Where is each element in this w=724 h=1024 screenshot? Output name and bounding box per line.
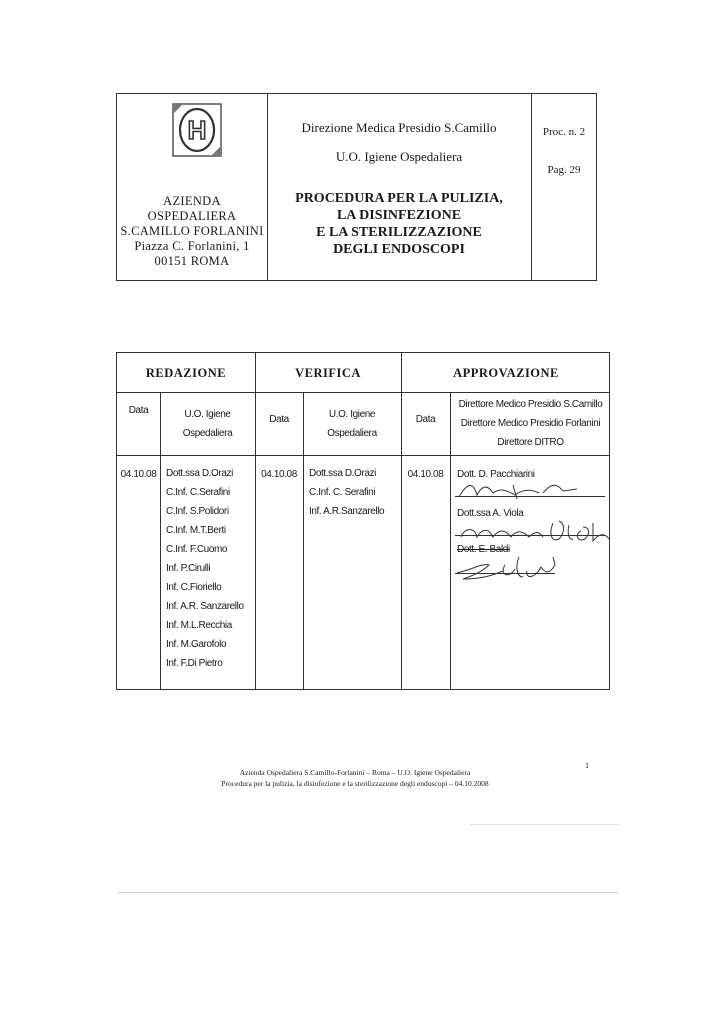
procedure-title-line: E LA STERILIZZAZIONE [316,225,482,240]
verifica-unit [303,405,401,443]
approvazione-data-label: Data [415,414,436,425]
approvazione-roles [450,395,611,452]
list-item: C.Inf. C.Serafini [166,487,230,498]
list-item: Inf. F.Di Pietro [166,658,223,669]
company-line: S.CAMILLO FORLANINI [120,224,264,238]
procedure-title-line: DEGLI ENDOSCOPI [333,242,465,257]
section-divider [255,353,256,689]
verifica-unit-line: U.O. Igiene [328,409,376,420]
redazione-unit [160,405,255,443]
page-label: Pag. 29 [547,164,581,176]
redazione-date: 04.10.08 [120,469,157,480]
list-item: Inf. C.Fioriello [166,582,222,593]
hospital-logo [169,100,225,160]
section-divider [401,353,402,689]
redazione-data-label: Data [128,405,149,416]
direction-label: Direzione Medica Presidio S.Camillo [301,120,497,135]
list-item: C.Inf. F.Cuomo [166,544,228,555]
verifica-data-label: Data [269,414,289,425]
redazione-unit-line: U.O. Igiene [184,409,231,420]
approval-role: Direttore Medico Presidio Forlanini [460,418,601,429]
list-item: Inf. M.Garofolo [166,639,227,650]
list-item: Inf. P.Cirulli [166,563,211,574]
approval-role: Direttore DITRO [497,437,564,448]
header-divider [531,94,532,280]
approvazione-title: APPROVAZIONE [453,366,559,380]
signer-name: Dott. D. Pacchiarini [457,469,535,480]
list-item: Inf. A.R. Sanzarello [166,601,244,612]
footer-line: Procedura per la pulizia, la disinfezione e la sterilizzazione degli endoscopi – 04.10.2008 [221,779,489,788]
scan-artifact-line [470,824,620,825]
company-block [117,194,267,269]
footer-line: Azienda Ospedaliera S.Camillo-Forlanini – Roma – U.O. Igiene Ospedaliera [239,768,471,777]
procedure-title [267,190,531,258]
scan-artifact-line [118,892,618,893]
verifica-unit-line: Ospedaliera [327,428,377,439]
verifica-title: VERIFICA [295,366,361,380]
signoff-table [116,352,610,690]
approval-role: Direttore Medico Presidio S.Camillo [458,399,603,410]
handwritten-signatures [453,453,611,593]
row-divider [117,392,609,393]
list-item: Dott.ssa D.Orazi [309,468,376,479]
redazione-unit-line: Ospedaliera [182,428,233,439]
procedure-title-line: PROCEDURA PER LA PULIZIA, [295,191,503,206]
list-item: Dott.ssa D.Orazi [166,468,233,479]
signer-name: Dott. E. Baldi [457,544,510,555]
company-line: 00151 ROMA [154,254,230,268]
approvazione-date: 04.10.08 [407,469,444,480]
redazione-title: REDAZIONE [145,366,227,380]
logo-letter: H [187,115,207,145]
hospital-logo-icon [169,100,225,160]
redazione-people [166,464,244,673]
company-line: AZIENDA [163,194,221,208]
procedure-title-line: LA DISINFEZIONE [336,208,462,223]
unit-label: U.O. Igiene Ospedaliera [335,149,463,164]
verifica-people [309,464,384,521]
list-item: Inf. M.L.Recchia [166,620,232,631]
verifica-date: 04.10.08 [261,469,297,480]
page-number: 1 [585,761,589,770]
company-line: Piazza C. Forlanini, 1 [134,239,250,253]
page-footer [140,767,570,789]
list-item: C.Inf. S.Polidori [166,506,229,517]
signer-name: Dott.ssa A. Viola [457,508,524,519]
list-item: C.Inf. M.T.Berti [166,525,226,536]
list-item: Inf. A.R.Sanzarello [309,506,385,517]
company-line: OSPEDALIERA [147,209,237,223]
procedure-number: Proc. n. 2 [542,126,586,138]
header-table [116,93,597,281]
list-item: C.Inf. C. Serafini [309,487,376,498]
